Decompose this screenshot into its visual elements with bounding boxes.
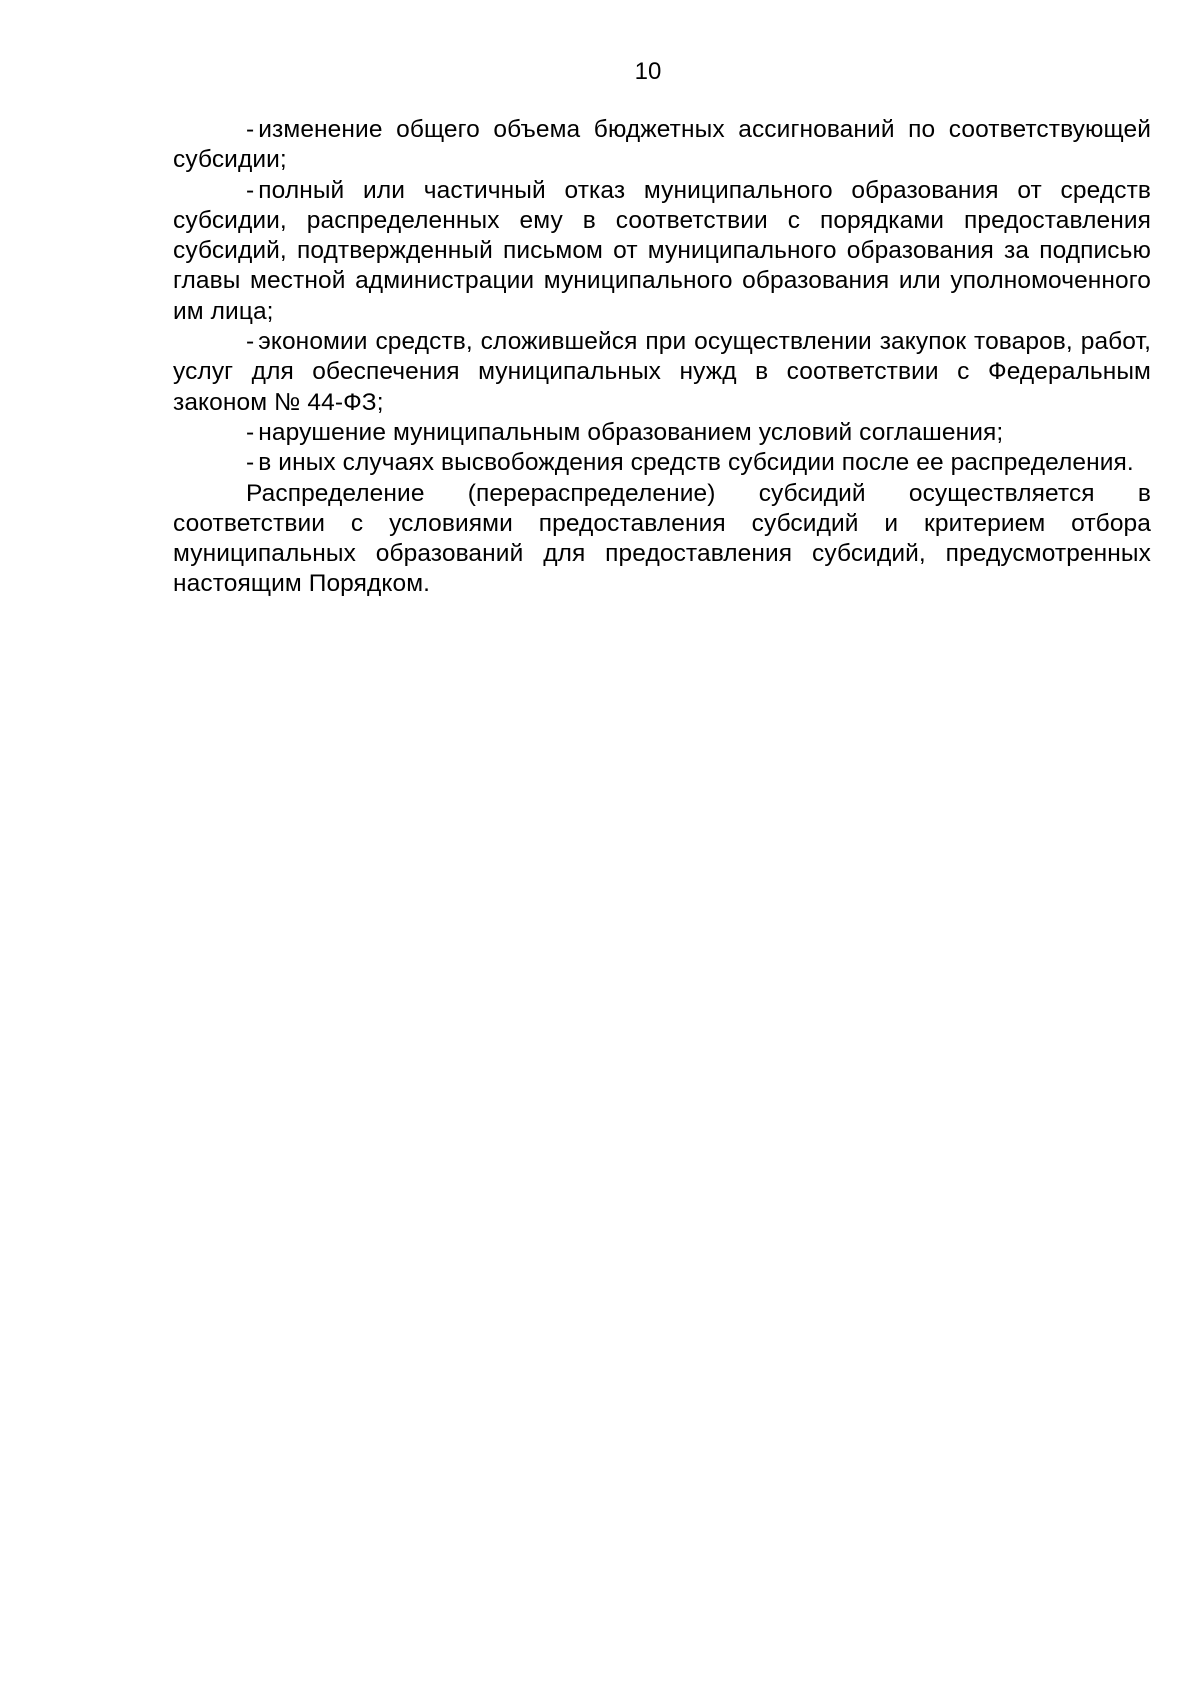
- paragraph-text: полный или частичный отказ муниципального образования от средств субсидии, распределенных ему в соответствии с порядками предоставления субсидий, подтвержденный письмом от муниципального образования за подписью главы местной администрации муниципального образования или уполномоченного им лица;: [173, 176, 1151, 325]
- paragraph-text: Распределение (перераспределение) субсидий осуществляется в соответствии с условиями предоставления субсидий и критерием отбора муниципальных образований для предоставления субсидий, предусмотренных настоящим Порядком.: [173, 479, 1151, 598]
- paragraph-text: изменение общего объема бюджетных ассигнований по соответствующей субсидии;: [173, 116, 1151, 174]
- paragraph-text: нарушение муниципальным образованием условий соглашения;: [258, 418, 1004, 446]
- paragraph-text: в иных случаях высвобождения средств субсидии после ее распределения.: [258, 449, 1134, 477]
- document-body: [173, 115, 1151, 600]
- list-dash: -: [246, 449, 255, 477]
- paragraph-distribution: [173, 479, 1151, 600]
- paragraph-refusal: [173, 176, 1151, 327]
- paragraph-savings: [173, 327, 1151, 418]
- list-dash: -: [246, 328, 255, 356]
- list-dash: -: [246, 418, 255, 446]
- paragraph-other-cases: [173, 448, 1151, 478]
- paragraph-text: экономии средств, сложившейся при осуществлении закупок товаров, работ, услуг для обеспечения муниципальных нужд в соответствии с Федеральным законом № 44-ФЗ;: [173, 328, 1151, 416]
- page-number: 10: [634, 58, 662, 85]
- list-dash: -: [246, 116, 255, 143]
- paragraph-budget-change: [173, 115, 1151, 176]
- paragraph-violation: [173, 418, 1151, 448]
- list-dash: -: [246, 176, 255, 204]
